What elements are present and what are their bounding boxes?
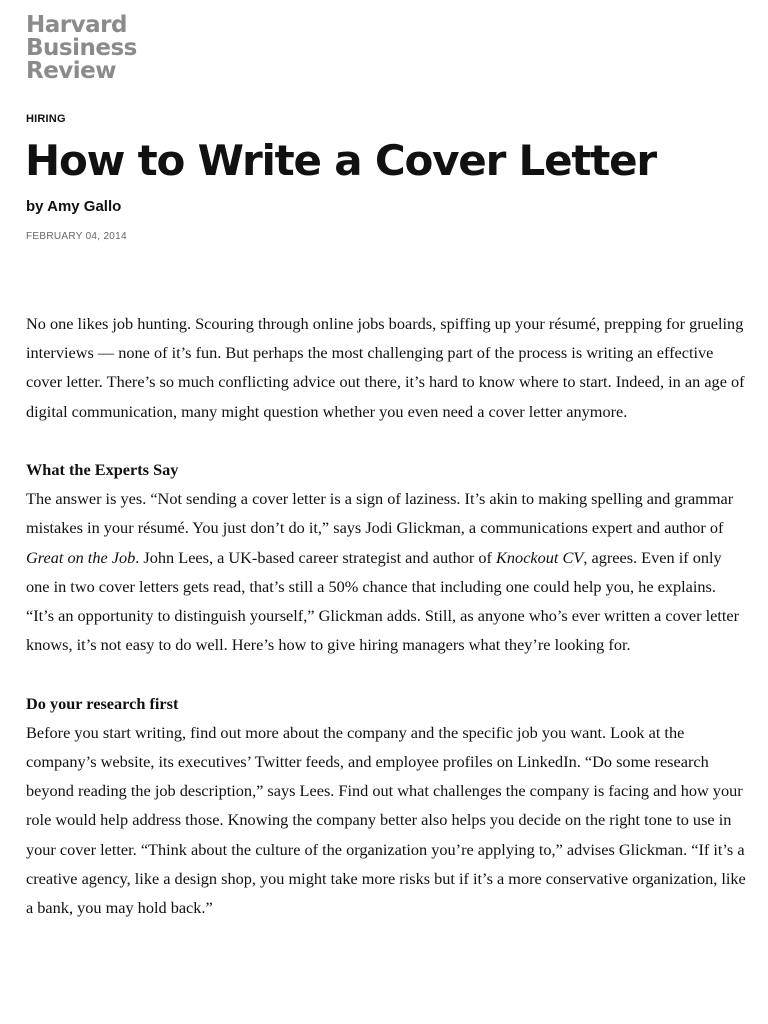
experts-text-b: . John Lees, a UK-based career strategist and author of	[135, 547, 497, 567]
publish-date: FEBRUARY 04, 2014	[26, 231, 127, 242]
topic-kicker[interactable]: HIRING	[26, 113, 66, 125]
logo-line-3: Review	[26, 58, 117, 84]
experts-text-a: The answer is yes. “Not sending a cover letter is a sign of laziness. It’s akin to making spelling and grammar mistakes in your résumé. You just don’t do it,” says Jodi Glickman, a communications expert and author of	[26, 489, 734, 538]
logo-line-1: Harvard	[26, 12, 127, 38]
logo-line-2: Business	[26, 35, 137, 61]
experts-paragraph	[26, 484, 748, 659]
intro-paragraph: No one likes job hunting. Scouring through online jobs boards, spiffing up your résumé, prepping for grueling interviews — none of it’s fun. But perhaps the most challenging part of the process is writing an effective cover letter. There’s so much conflicting advice out there, it’s hard to know where to start. Indeed, in an age of digital communication, many might question whether you even need a cover letter anymore.	[26, 314, 745, 421]
article-title: How to Write a Cover Letter	[25, 136, 656, 185]
author-byline[interactable]: by Amy Gallo	[26, 198, 122, 215]
book-title-knockout-cv: Knockout CV	[496, 547, 584, 567]
research-paragraph: Before you start writing, find out more about the company and the specific job you want. Look at the company’s website, its executives’ Twitter feeds, and employee profiles on LinkedIn. “Do some research beyond reading the job description,” says Lees. Find out what challenges the company is facing and how your role would help address those. Knowing the company better also helps you decide on the right tone to use in your cover letter. “Think about the culture of the organization you’re applying to,” advises Glickman. “If it’s a creative agency, like a design shop, you might take more risks but if it’s a more conservative organization, like a bank, you may hold back.”	[26, 722, 746, 918]
section-heading-research: Do your research first	[26, 693, 179, 713]
paragraph-gap	[26, 659, 748, 688]
section-heading-experts: What the Experts Say	[26, 460, 179, 479]
hbr-logo[interactable]	[26, 14, 137, 83]
paragraph-gap	[26, 426, 748, 455]
book-title-great-on-the-job: Great on the Job	[26, 547, 136, 567]
article-body	[26, 309, 748, 922]
experts-text-c: , agrees. Even if only one in two cover letters gets read, that’s still a 50% chance that including one could help you, he explains. “It’s an opportunity to distinguish yourself,” Glickman adds. Still, as anyone who’s ever written a cover letter knows, it’s not easy to do well. Here’s how to give hiring managers what they’re looking for.	[26, 547, 740, 655]
